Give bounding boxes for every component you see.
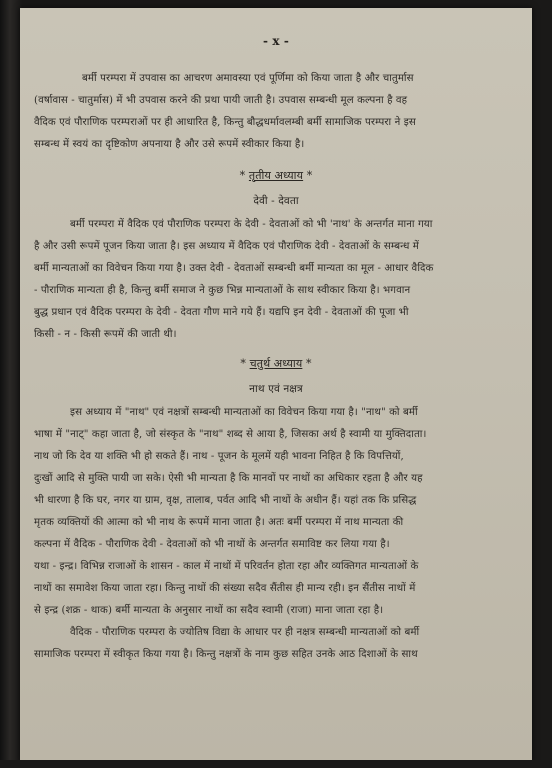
text-line: भी धारणा है कि घर, नगर या ग्राम, वृक्ष, तालाब, पर्वत आदि भी नाथों के अधीन हैं। यहां तक कि प्रसिद्ध xyxy=(34,495,417,506)
text-line: बर्मी परम्परा में वैदिक एवं पौराणिक परम्परा के देवी - देवताओं को भी 'नाथ' के अन्तर्गत माना गया xyxy=(70,219,433,230)
text-line: (वर्षावास - चातुर्मास) में भी उपवास करने की प्रथा पायी जाती है। उपवास सम्बन्धी मूल कल्पना है वह xyxy=(34,95,408,106)
text-line: बर्मी परम्परा में उपवास का आचरण अमावस्या एवं पूर्णिमा को किया जाता है और चातुर्मास xyxy=(82,73,414,84)
text-line: वैदिक - पौराणिक परम्परा के ज्योतिष विद्या के आधार पर ही नक्षत्र सम्बन्धी मान्यताओं को बर्मी xyxy=(70,627,420,638)
chapter-four-title: चतुर्थ अध्याय xyxy=(249,357,303,370)
section-heading: देवी - देवता xyxy=(253,195,299,207)
star-marker: * xyxy=(306,169,313,182)
chapter-title xyxy=(20,356,532,371)
text-line: बर्मी मान्यताओं का विवेचन किया गया है। उक्त देवी - देवताओं सम्बन्धी बर्मी मान्यता का मूल - आधार वैदिक xyxy=(34,263,434,274)
star-marker: * xyxy=(240,357,247,370)
text-line: से इन्द्र (शक्र - थाक) बर्मी मान्यता के अनुसार नाथों का सदैव स्वामी (राजा) माना जाता रहा है। xyxy=(34,605,384,616)
text-line: नाथ जो कि देव या शक्ति भी हो सकते हैं। नाथ - पूजन के मूलमें यही भावना निहित है कि विपत्तियों, xyxy=(34,451,404,462)
text-line: भाषा में "नाट्" कहा जाता है, जो संस्कृत के "नाथ" शब्द से आया है, जिसका अर्थ है स्वामी या मुक्तिदाता। xyxy=(34,429,427,440)
text-line: है और उसी रूपमें पूजन किया जाता है। इस अध्याय में वैदिक एवं पौराणिक देवी - देवताओं के सम्बन्ध में xyxy=(34,241,419,252)
page-number: - x - xyxy=(263,34,289,48)
paper-sheet xyxy=(20,8,532,762)
text-line: वैदिक एवं पौराणिक परम्पराओं पर ही आधारित है, किन्तु बौद्धधर्मावलम्बी बर्मी सामाजिक परम्परा ने इस xyxy=(34,117,416,128)
chapter-title xyxy=(20,168,532,183)
text-line: मृतक व्यक्तियों की आत्मा को भी नाथ के रूपमें माना जाता है। अतः बर्मी परम्परा में नाथ मान्यता की xyxy=(34,517,404,528)
section-heading: नाथ एवं नक्षत्र xyxy=(249,383,303,395)
text-line: बुद्ध प्रधान एवं वैदिक परम्परा के देवी - देवता गौण माने गये हैं। यद्यपि इन देवी - देवताओं की पूजा भी xyxy=(34,307,409,318)
text-line: सामाजिक परम्परा में स्वीकृत किया गया है। किन्तु नक्षत्रों के नाम कुछ सहित उनके आठ दिशाओं के साथ xyxy=(34,649,418,660)
text-line: यथा - इन्द्र। विभिन्न राजाओं के शासन - काल में नाथों में परिवर्तन होता रहा और व्यक्तिगत मान्यताओं के xyxy=(34,561,419,572)
text-line: इस अध्याय में "नाथ" एवं नक्षत्रों सम्बन्धी मान्यताओं का विवेचन किया गया है। "नाथ" को बर्मी xyxy=(70,407,418,418)
text-line: किसी - न - किसी रूपमें की जाती थी। xyxy=(34,329,177,340)
scan-bottom-edge xyxy=(0,760,552,768)
text-line: - पौराणिक मान्यता ही है, किन्तु बर्मी समाज ने कुछ भिन्न मान्यताओं के साथ स्वीकार किया है। भगवान xyxy=(34,285,411,296)
star-marker: * xyxy=(305,357,312,370)
text-line: कल्पना में वैदिक - पौराणिक देवी - देवताओं को भी नाथों के अन्तर्गत समाविष्ट कर लिया गया है। xyxy=(34,539,390,550)
text-line: नाथों का समावेश किया जाता रहा। किन्तु नाथों की संख्या सदैव सैंतीस ही मान्य रही। इन सैंतीस नाथों में xyxy=(34,583,416,594)
chapter-three-title: तृतीय अध्याय xyxy=(248,169,304,182)
text-line: सम्बन्ध में स्वयं का दृष्टिकोण अपनाया है और उसे रूपमें स्वीकार किया है। xyxy=(34,139,305,150)
star-marker: * xyxy=(239,169,246,182)
text-line: दुःखों आदि से मुक्ति पायी जा सके। ऐसी भी मान्यता है कि मानवों पर नाथों का अधिकार रहता है और यह xyxy=(34,473,423,484)
